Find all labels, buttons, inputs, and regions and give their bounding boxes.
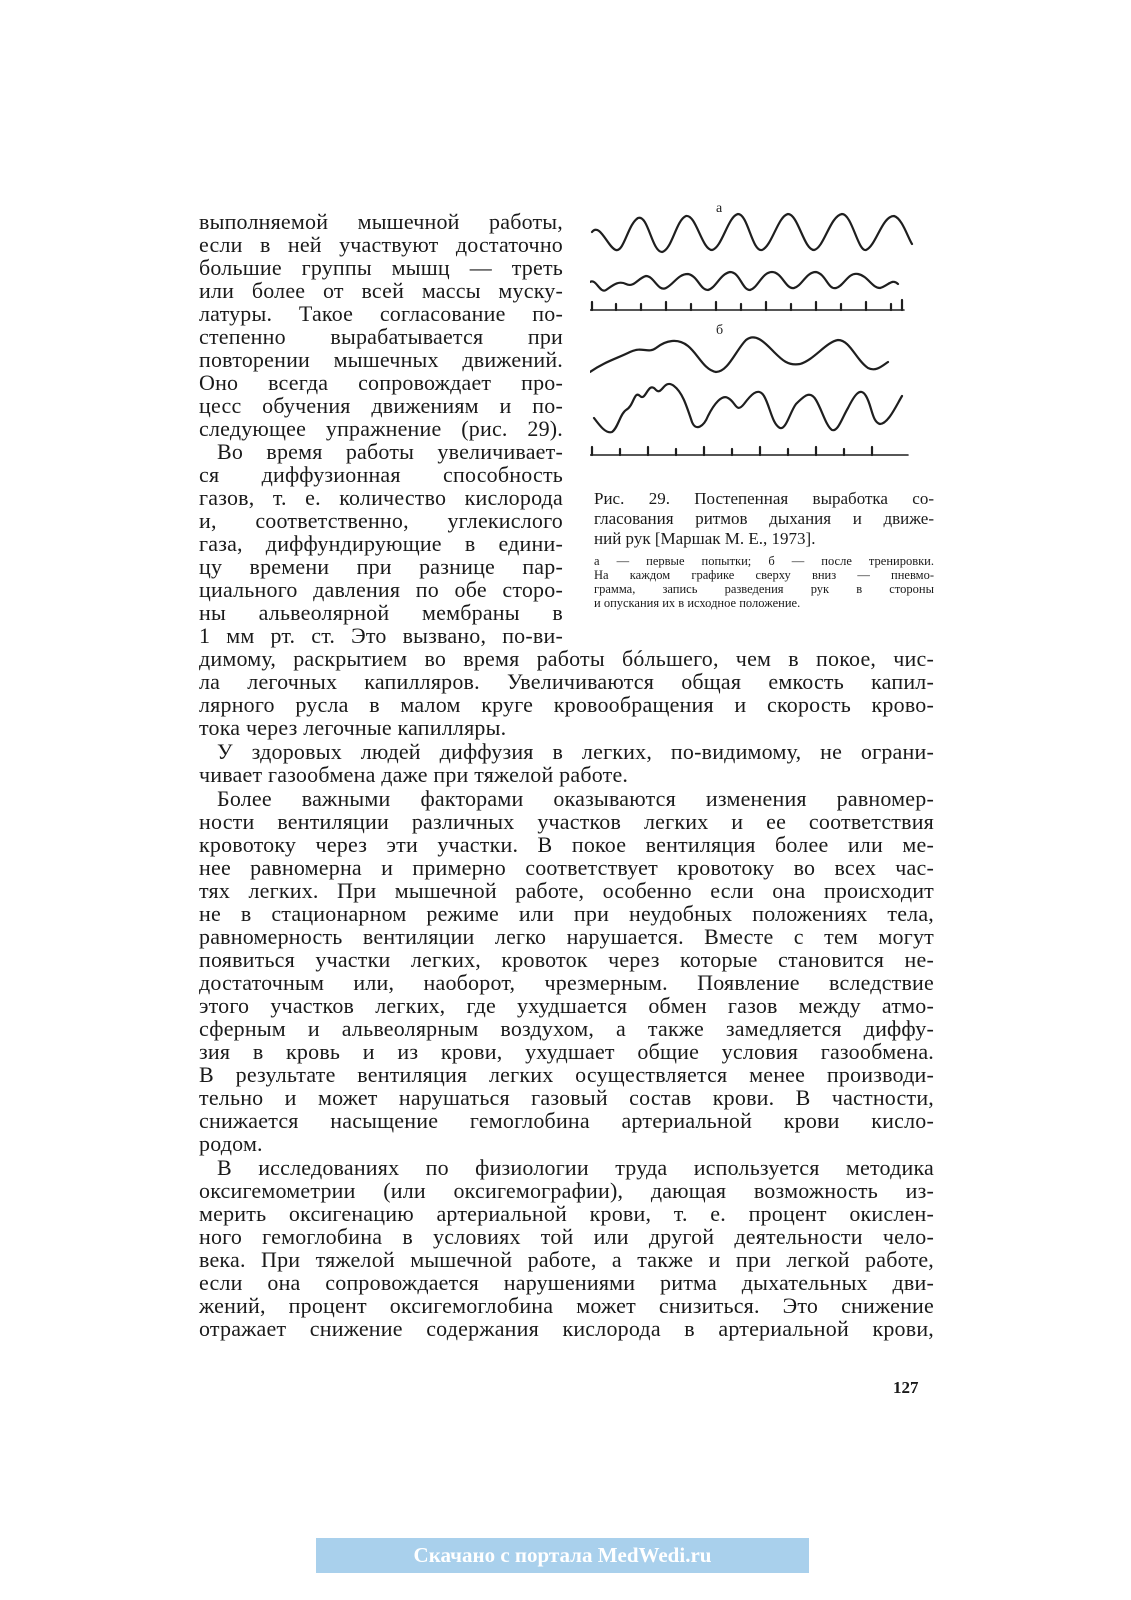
figure-caption-line: ний рук [Маршак М. Е., 1973]. [594,529,816,548]
body-text-line: ны альвеолярной мембраны в [199,600,563,625]
body-text-line: большие группы мышц — треть [199,255,563,280]
body-text-line: отражает снижение содержания кислорода в артериальной крови, [199,1316,934,1341]
body-text-line: В исследованиях по физиологии труда используется методика [217,1155,934,1180]
body-text-line: этого участков легких, где ухудшается обмен газов между атмо- [199,993,934,1018]
panel-b-label: б [716,323,724,338]
body-text-line: жений, процент оксигемоглобина может снизиться. Это снижение [199,1293,934,1318]
body-text-line: ла легочных капилляров. Увеличиваются общая емкость капил- [199,669,934,694]
body-text-line: если в ней участвуют достаточно [199,232,563,257]
figure-legend-line: а — первые попытки; б — после тренировки. [594,554,934,568]
figure-caption-line: гласования ритмов дыхания и движе- [594,509,934,528]
body-text-line: циального давления по обе сторо- [199,577,563,602]
body-text-line: века. При тяжелой мышечной работе, а также и при легкой работе, [199,1247,934,1272]
body-text-line: цу времени при разнице пар- [199,554,563,579]
body-text-line: повторении мышечных движений. [199,347,563,372]
body-text-line: снижается насыщение гемоглобина артериальной крови кисло- [199,1108,934,1133]
body-text-line: 1 мм рт. ст. Это вызвано, по-ви- [199,623,563,648]
body-text-line: кровотоку через эти участки. В покое вентиляция более или ме- [199,832,934,857]
body-text-line: ся диффузионная способность [199,462,563,487]
body-text-line: латуры. Такое согласование по- [199,301,563,326]
body-text-line: В результате вентиляция легких осуществляется менее производи- [199,1062,934,1087]
body-text-line: и, соответственно, углекислого [199,508,563,533]
body-text-line: если она сопровождается нарушениями ритма дыхательных дви- [199,1270,934,1295]
body-text-line: сферным и альвеолярным воздухом, а также замедляется диффу- [199,1016,934,1041]
body-text-line: степенно вырабатывается при [199,324,563,349]
body-text-line: лярного русла в малом круге кровообращения и скорость крово- [199,692,934,717]
body-text-line: равномерность вентиляции легко нарушается. Вместе с тем могут [199,924,934,949]
body-text-line: У здоровых людей диффузия в легких, по-видимому, не ограни- [217,739,934,764]
panel-b-arm-movement-trace [594,384,902,432]
body-text-line: следующее упражнение (рис. 29). [199,416,563,441]
panel-b-pneumogram-trace [590,337,888,372]
figure-29-plot [590,200,935,480]
body-text-line: Более важными факторами оказываются изменения равномер- [217,786,934,811]
body-text-line: мерить оксигенацию артериальной крови, т. е. процент окислен- [199,1201,934,1226]
body-text-line: выполняемой мышечной работы, [199,209,563,234]
body-text-line: Во время работы увеличивает- [217,439,563,464]
body-text-line: ного гемоглобина в условиях той или другой деятельности чело- [199,1224,934,1249]
figure-legend-line: грамма, запись разведения рук в стороны [594,582,934,596]
panel-a-arm-movement-trace [590,272,898,291]
body-text-line: ности вентиляции различных участков легких и ее соответствия [199,809,934,834]
body-text-line: не в стационарном режиме или при неудобных положениях тела, [199,901,934,926]
body-text-line: газов, т. е. количество кислорода [199,485,563,510]
body-text-line: оксигемометрии (или оксигемографии), дающая возможность из- [199,1178,934,1203]
page-number: 127 [893,1378,919,1397]
panel-a-pneumogram-trace [592,214,912,252]
body-text-line: чивает газообмена даже при тяжелой работе. [199,762,629,787]
body-text-line: димому, раскрытием во время работы бóльшего, чем в покое, чис- [199,646,934,671]
panel-a-label: а [716,201,723,216]
body-text-line: родом. [199,1131,263,1156]
figure-caption-line: Рис. 29. Постепенная выработка со- [594,489,934,508]
body-text-line: или более от всей массы муску- [199,278,563,303]
figure-legend-line: и опускания их в исходное положение. [594,596,801,610]
panel-a-time-ticks [592,300,902,310]
body-text-line: тельно и может нарушаться газовый состав крови. В частности, [199,1085,934,1110]
body-text-line: цесс обучения движениям и по- [199,393,563,418]
body-text-line: тока через легочные капилляры. [199,715,507,740]
body-text-line: газа, диффундирующие в едини- [199,531,563,556]
body-text-line: тях легких. При мышечной работе, особенно если она происходит [199,878,934,903]
body-text-line: появиться участки легких, кровоток через которые становится не- [199,947,934,972]
figure-legend-line: На каждом графике сверху вниз — пневмо- [594,568,934,582]
panel-b-time-ticks [592,447,872,455]
body-text-line: достаточным или, наоборот, чрезмерным. Появление вследствие [199,970,934,995]
body-text-line: зия в кровь и из крови, ухудшает общие условия газообмена. [199,1039,934,1064]
watermark-banner: Скачано с портала MedWedi.ru [316,1538,809,1573]
body-text-line: Оно всегда сопровождает про- [199,370,563,395]
body-text-line: нее равномерна и примерно соответствует кровотоку во всех час- [199,855,934,880]
